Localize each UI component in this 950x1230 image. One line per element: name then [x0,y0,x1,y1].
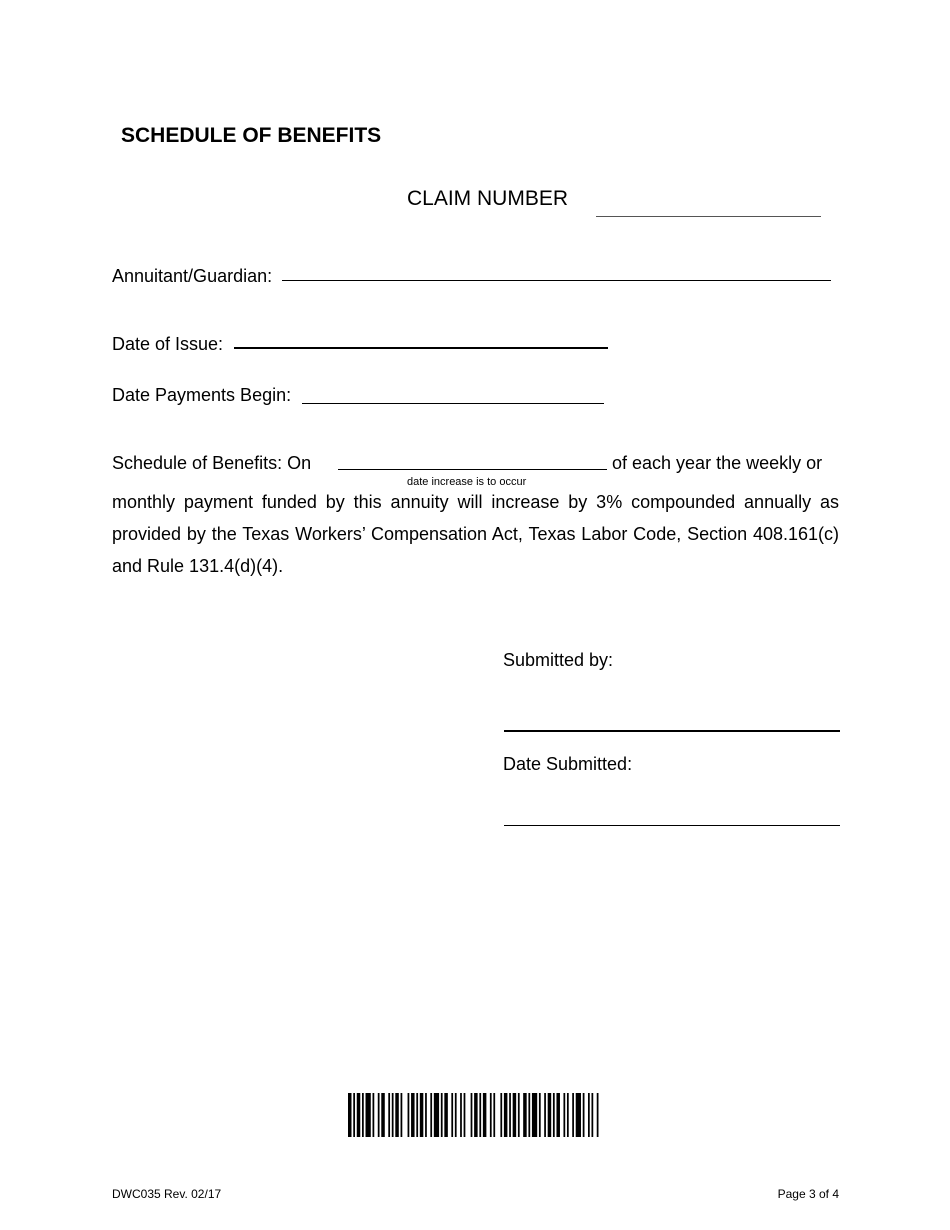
barcode-bar [544,1093,546,1137]
date-of-issue-field[interactable] [234,347,608,349]
barcode-bar [451,1093,453,1137]
barcode-bar [576,1093,581,1137]
barcode-bar [401,1093,403,1137]
barcode-bar [504,1093,508,1137]
claim-number-label: CLAIM NUMBER [407,187,569,210]
barcode-bar [366,1093,371,1137]
barcode-bar [441,1093,443,1137]
claim-number-field[interactable] [596,216,821,217]
barcode-bar [348,1093,352,1137]
schedule-body: monthly payment funded by this annuity will increase by 3% compounded annually as provided by the Texas Workers’ Compensation Act, Texas Labor Code, Section 408.161(c) and Rule 131.4(d)(4). [112,492,839,576]
barcode-bar [556,1093,560,1137]
barcode-bar [378,1093,380,1137]
barcode-bar [411,1093,415,1137]
barcode-bar [518,1093,520,1137]
barcode-bar [597,1093,599,1137]
barcode-bar [425,1093,427,1137]
annuitant-label: Annuitant/Guardian: [112,266,273,286]
barcode-bar [583,1093,585,1137]
date-submitted-label: Date Submitted: [503,754,633,774]
barcode-bar [395,1093,399,1137]
barcode-bar [420,1093,424,1137]
barcode-bar [563,1093,565,1137]
barcode-bar [567,1093,569,1137]
barcode-bar [509,1093,511,1137]
barcode-bar [430,1093,432,1137]
barcode-bar [490,1093,492,1137]
barcode-bar [388,1093,390,1137]
barcode-bar [479,1093,481,1137]
date-of-issue-label: Date of Issue: [112,334,224,354]
barcode-bar [553,1093,555,1137]
barcode-bar [548,1093,552,1137]
date-payments-begin-field[interactable] [302,403,604,404]
barcode-bar [381,1093,385,1137]
barcode-bar [588,1093,590,1137]
barcode-bar [434,1093,439,1137]
barcode-bar [493,1093,495,1137]
schedule-suffix: of each year the weekly or [612,453,823,473]
barcode-bar [528,1093,530,1137]
schedule-date-field[interactable] [338,469,607,470]
form-id: DWC035 Rev. 02/17 [112,1187,222,1201]
barcode-bar [392,1093,394,1137]
barcode-bar [464,1093,466,1137]
barcode-bar [408,1093,410,1137]
annuitant-field[interactable] [282,280,831,281]
barcode-bar [362,1093,364,1137]
barcode-bar [483,1093,487,1137]
date-submitted-field[interactable] [504,825,840,826]
page-number: Page 3 of 4 [777,1187,839,1201]
schedule-date-hint: date increase is to occur [407,476,527,488]
barcode-bar [523,1093,527,1137]
barcode-bar [474,1093,478,1137]
barcode-bar [353,1093,355,1137]
barcode-bar [416,1093,418,1137]
date-payments-begin-label: Date Payments Begin: [112,385,292,405]
document-title: SCHEDULE OF BENEFITS [121,124,382,147]
barcode-bar [455,1093,457,1137]
schedule-prefix: Schedule of Benefits: On [112,453,312,473]
barcode-bar [460,1093,462,1137]
submitted-by-field[interactable] [504,730,840,732]
barcode [348,1093,602,1137]
barcode-bar [444,1093,448,1137]
submitted-by-label: Submitted by: [503,650,614,670]
barcode-bar [373,1093,375,1137]
barcode-bar [500,1093,502,1137]
barcode-bar [591,1093,593,1137]
barcode-bar [471,1093,473,1137]
barcode-bar [532,1093,537,1137]
barcode-bar [572,1093,574,1137]
barcode-bar [357,1093,361,1137]
barcode-bar [513,1093,517,1137]
barcode-bar [539,1093,541,1137]
